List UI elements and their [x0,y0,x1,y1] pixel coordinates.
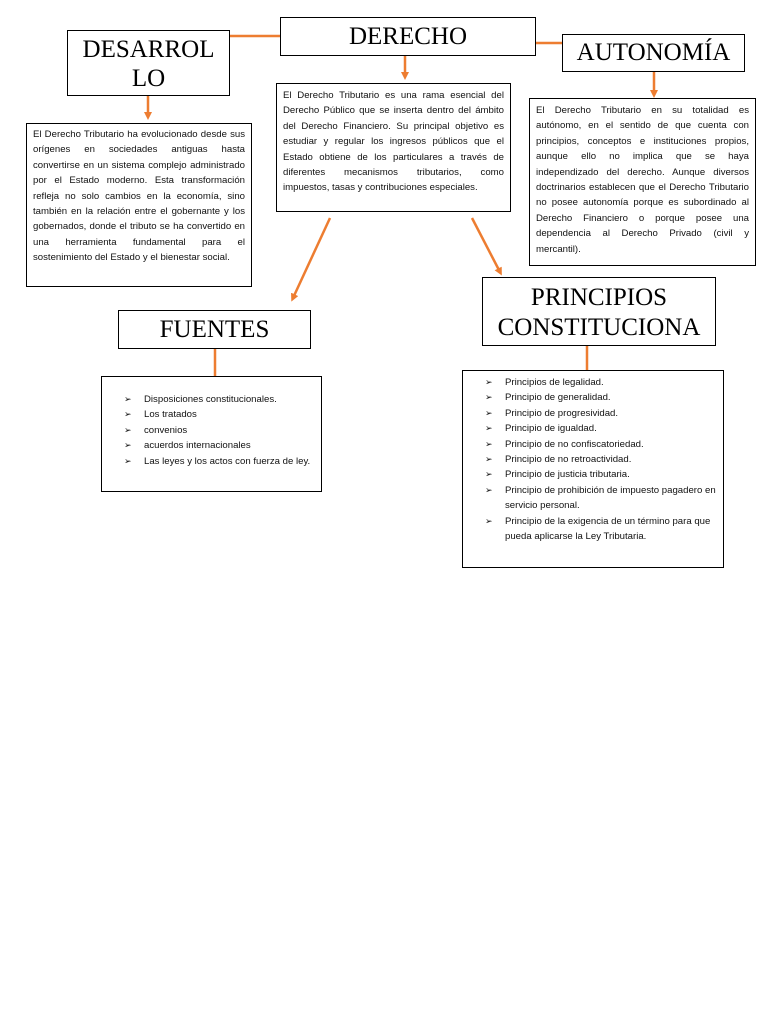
list-item: ➢ Principio de justicia tributaria. [483,467,717,482]
derecho-description-box [276,83,511,212]
principios-list-box [462,370,724,568]
principios-title-line2: CONSTITUCIONA [497,314,701,341]
autonomia-description-box [529,98,756,266]
principios-list [483,375,717,544]
arrow-bullet-icon: ➢ [485,392,493,403]
list-item: ➢ acuerdos internacionales [122,438,315,453]
derecho-title: DERECHO [348,23,468,50]
list-item: ➢ Principios de legalidad. [483,375,717,390]
arrow-bullet-icon: ➢ [124,440,132,451]
arrow-to-fuentes [293,218,330,298]
arrow-bullet-icon: ➢ [485,469,493,480]
fuentes-title: FUENTES [159,316,270,343]
autonomia-title-box [562,34,745,72]
list-item: ➢ Principio de igualdad. [483,421,717,436]
list-item: ➢ Disposiciones constitucionales. [122,392,315,407]
list-item: ➢ Principio de generalidad. [483,390,717,405]
arrow-bullet-icon: ➢ [485,407,493,418]
desarrollo-title-line2: LO [131,65,166,92]
arrow-bullet-icon: ➢ [124,394,132,404]
list-item: ➢ Principio de progresividad. [483,406,717,421]
autonomia-title: AUTONOMÍA [576,39,731,66]
desarrollo-title-box [67,30,230,96]
list-item: ➢ convenios [122,423,315,438]
fuentes-list [122,392,315,469]
list-item: ➢ Principio de no confiscatoriedad. [483,437,717,452]
arrow-bullet-icon: ➢ [124,424,132,435]
arrow-bullet-icon: ➢ [485,484,493,495]
list-item: ➢ Principio de prohibición de impuesto pagadero en servicio personal. [485,484,716,512]
arrow-bullet-icon: ➢ [124,455,132,466]
fuentes-list-box [101,376,322,492]
derecho-description: El Derecho Tributario es una rama esencial del Derecho Público que se inserta dentro del ámbito del Derecho Financiero. Su principal objetivo es estudiar y regular los ingresos públicos que el Estado obtiene de los particulares a través de diferentes mecanismos tributarios, como impuestos, tasas y contribuciones especiales. [283,90,504,194]
arrow-bullet-icon: ➢ [485,454,493,465]
arrow-bullet-icon: ➢ [485,438,493,449]
arrow-bullet-icon: ➢ [485,515,493,526]
derecho-title-box [280,17,536,56]
desarrollo-title-line1: DESARROL [82,36,215,63]
desarrollo-description: El Derecho Tributario ha evolucionado desde sus orígenes en sociedades antiguas hasta convertirse en un sistema complejo administrado por el Estado moderno. Esta transformación refleja no solo cambios en la economía, sino también en la relación entre el gobernante y los gobernados, donde el tributo se ha convertido en una herramienta fundamental para el sostenimiento del Estado y el bienestar social. [33,129,245,264]
list-item: ➢ Principio de la exigencia de un término para que pueda aplicarse la Ley Tributaria. [485,515,711,543]
arrow-to-principios [472,218,500,272]
arrow-bullet-icon: ➢ [485,377,493,387]
principios-title-box [482,277,716,346]
fuentes-title-box [118,310,311,349]
desarrollo-description-box [26,123,252,287]
arrow-bullet-icon: ➢ [485,423,493,434]
autonomia-description: El Derecho Tributario en su totalidad es autónomo, en el sentido de que cuenta con principios, conceptos e instituciones propios, aunque ello no implica que se haya independizado del derecho. Aunque diversos doctrinarios establecen que el Derecho Tributario no posee autonomía porque es subordinado al Derecho Financiero o porque posee una dependencia al Derecho Privado (civil y mercantil). [536,105,749,255]
list-item: ➢ Los tratados [122,407,315,422]
list-item: ➢ Las leyes y los actos con fuerza de ley. [122,454,315,469]
list-item: ➢ Principio de no retroactividad. [483,452,717,467]
arrow-bullet-icon: ➢ [124,409,132,420]
principios-title-line1: PRINCIPIOS [530,284,668,311]
